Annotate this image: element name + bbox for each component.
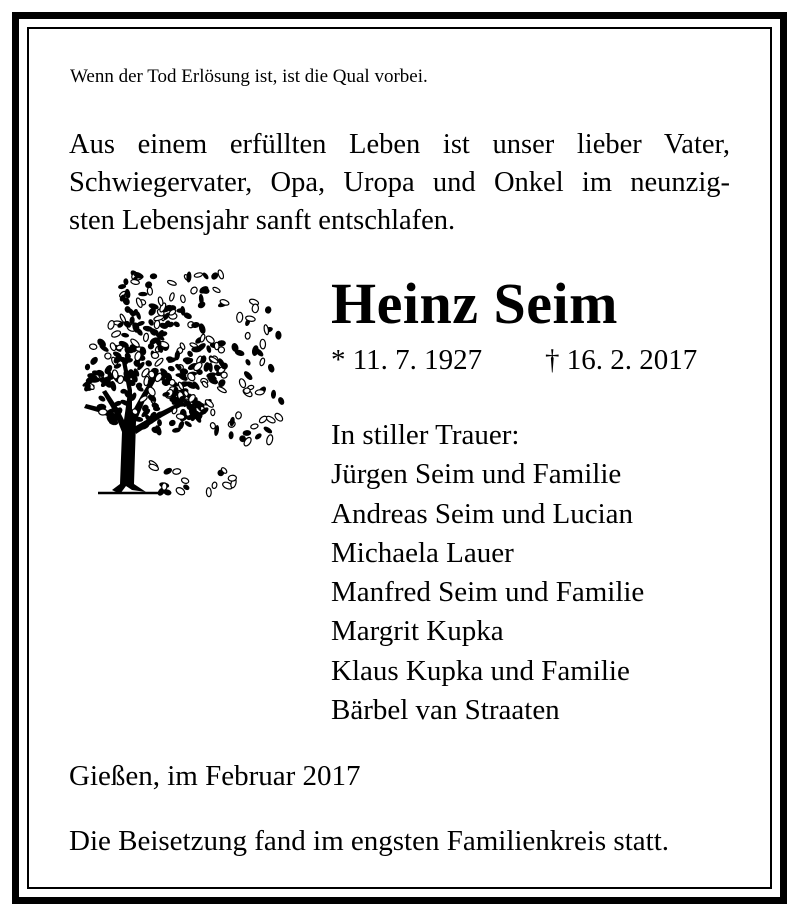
intro-line-1: Aus einem erfüllten Leben ist unser lieber Vater,	[69, 129, 730, 160]
intro-line-2: Schwiegervater, Opa, Uropa und Onkel im neunzig-	[69, 167, 730, 198]
mourner-3: Michaela Lauer	[331, 536, 514, 569]
tree-with-falling-leaves-icon	[62, 262, 287, 502]
mourners-list	[331, 416, 644, 730]
death-date: † 16. 2. 2017	[545, 344, 698, 376]
mourner-2: Andreas Seim und Lucian	[331, 497, 634, 530]
mourner-6: Klaus Kupka und Familie	[331, 654, 630, 687]
mourner-5: Margrit Kupka	[331, 615, 504, 648]
burial-note: Die Beisetzung fand im engsten Familienkreis statt.	[69, 825, 670, 857]
mourners-heading: In stiller Trauer:	[331, 419, 520, 451]
motto: Wenn der Tod Erlösung ist, ist die Qual vorbei.	[70, 66, 428, 87]
intro-line-3: sten Lebensjahr sanft entschlafen.	[69, 205, 456, 236]
mourner-7: Bärbel van Straaten	[331, 694, 560, 727]
birth-date: * 11. 7. 1927	[331, 344, 483, 376]
place-and-date: Gießen, im Februar 2017	[69, 760, 361, 792]
intro-text	[69, 126, 730, 240]
deceased-name: Heinz Seim	[331, 271, 618, 336]
mourner-4: Manfred Seim und Familie	[331, 576, 645, 609]
mourner-1: Jürgen Seim und Familie	[331, 458, 622, 491]
